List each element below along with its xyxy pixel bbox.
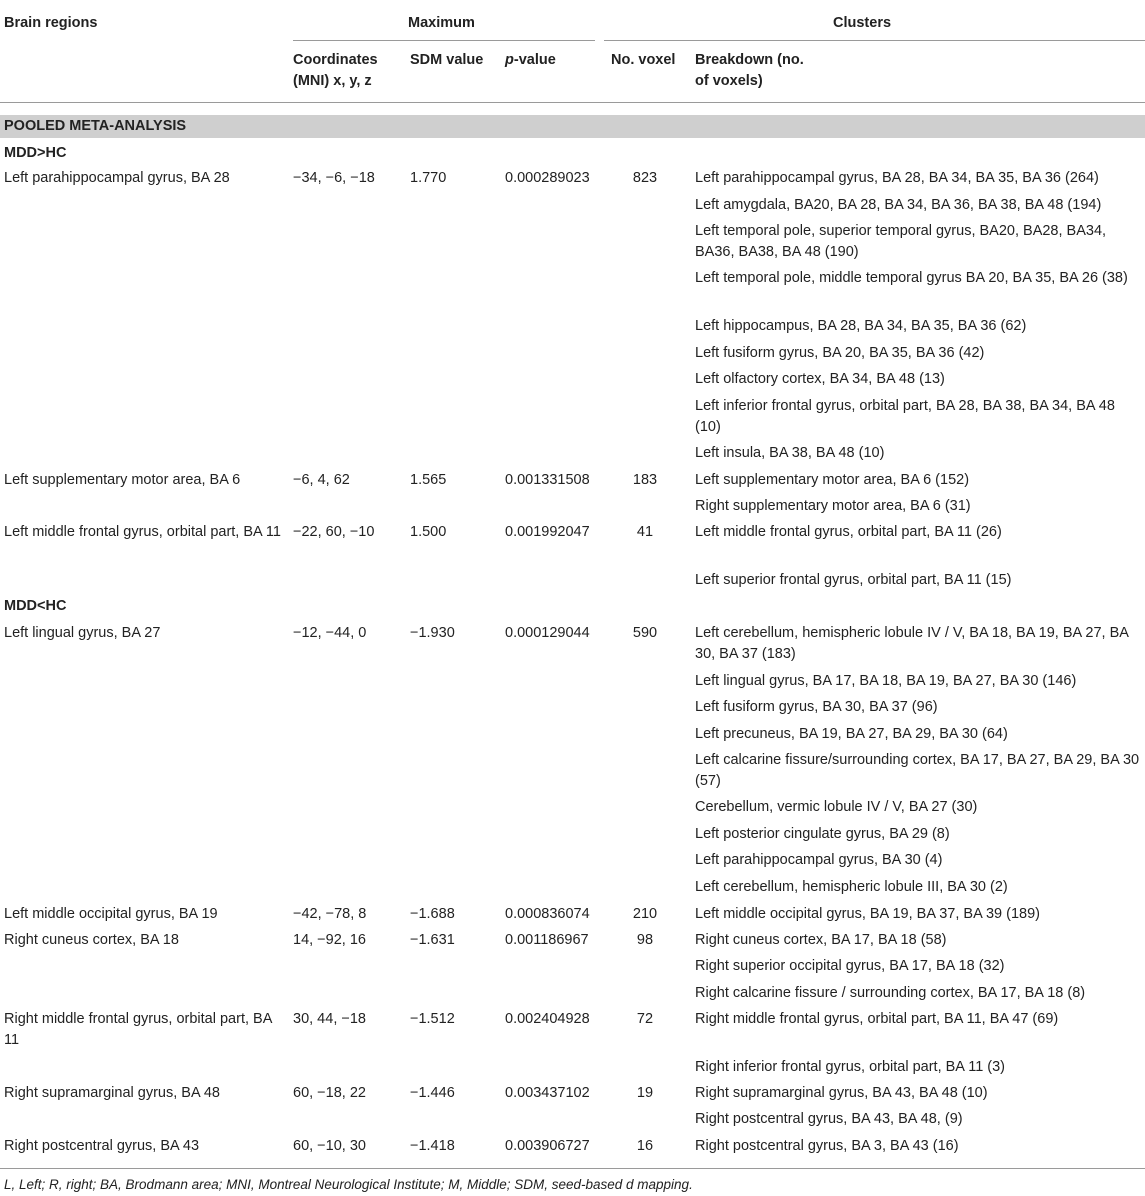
header-coordinates: Coordinates (MNI) x, y, z bbox=[293, 52, 378, 89]
cell-p-value: 0.003437102 bbox=[505, 1085, 590, 1101]
cell-sdm-value: −1.930 bbox=[410, 625, 455, 641]
cell-breakdown: Right inferior frontal gyrus, orbital part, BA 11 (3) bbox=[695, 1059, 1006, 1075]
cell-coordinates: 60, −10, 30 bbox=[293, 1138, 366, 1154]
cell-coordinates: −34, −6, −18 bbox=[293, 170, 375, 186]
section-bar bbox=[0, 115, 1145, 138]
cell-p-value: 0.001331508 bbox=[505, 472, 590, 488]
cell-breakdown: Right superior occipital gyrus, BA 17, BA 18 (32) bbox=[695, 958, 1005, 974]
cell-region: Left lingual gyrus, BA 27 bbox=[4, 625, 161, 641]
cell-breakdown: Left parahippocampal gyrus, BA 28, BA 34, BA 35, BA 36 (264) bbox=[695, 170, 1099, 186]
cell-sdm-value: −1.446 bbox=[410, 1085, 455, 1101]
cell-sdm-value: −1.512 bbox=[410, 1011, 455, 1027]
cell-breakdown: Right supramarginal gyrus, BA 43, BA 48 (10) bbox=[695, 1085, 988, 1101]
header-brain-regions: Brain regions bbox=[4, 15, 98, 31]
header-maximum: Maximum bbox=[408, 15, 475, 31]
cell-region: Left supplementary motor area, BA 6 bbox=[4, 472, 241, 488]
cell-breakdown: Left middle occipital gyrus, BA 19, BA 37, BA 39 (189) bbox=[695, 906, 1040, 922]
cell-breakdown: Right postcentral gyrus, BA 3, BA 43 (16) bbox=[695, 1138, 959, 1154]
cell-sdm-value: 1.565 bbox=[410, 472, 447, 488]
cell-breakdown: Left lingual gyrus, BA 17, BA 18, BA 19, BA 27, BA 30 (146) bbox=[695, 673, 1077, 689]
cell-breakdown: Cerebellum, vermic lobule IV / V, BA 27 (30) bbox=[695, 799, 978, 815]
cell-breakdown: Left calcarine fissure/surrounding cortex, BA 17, BA 27, BA 29, BA 30 (57) bbox=[695, 752, 1140, 789]
cell-breakdown: Left hippocampus, BA 28, BA 34, BA 35, BA 36 (62) bbox=[695, 318, 1027, 334]
cell-voxel-count: 72 bbox=[636, 1011, 654, 1027]
cell-breakdown: Right supplementary motor area, BA 6 (31) bbox=[695, 498, 971, 514]
cell-coordinates: −6, 4, 62 bbox=[293, 472, 350, 488]
cell-sdm-value: −1.418 bbox=[410, 1138, 455, 1154]
cell-breakdown: Left fusiform gyrus, BA 20, BA 35, BA 36 (42) bbox=[695, 345, 985, 361]
cell-region: Left parahippocampal gyrus, BA 28 bbox=[4, 170, 230, 186]
cell-breakdown: Right calcarine fissure / surrounding cortex, BA 17, BA 18 (8) bbox=[695, 985, 1086, 1001]
cell-breakdown: Left parahippocampal gyrus, BA 30 (4) bbox=[695, 852, 943, 868]
cell-p-value: 0.000289023 bbox=[505, 170, 590, 186]
cell-voxel-count: 98 bbox=[636, 932, 654, 948]
cell-coordinates: 60, −18, 22 bbox=[293, 1085, 366, 1101]
cell-p-value: 0.000836074 bbox=[505, 906, 590, 922]
cell-breakdown: Left fusiform gyrus, BA 30, BA 37 (96) bbox=[695, 699, 938, 715]
header-sdm-value: SDM value bbox=[410, 52, 484, 68]
cell-p-value: 0.001992047 bbox=[505, 524, 590, 540]
cell-region: Left middle occipital gyrus, BA 19 bbox=[4, 906, 218, 922]
cell-region: Right supramarginal gyrus, BA 48 bbox=[4, 1085, 220, 1101]
cell-region: Right postcentral gyrus, BA 43 bbox=[4, 1138, 200, 1154]
cell-region: Right middle frontal gyrus, orbital part, BA 11 bbox=[4, 1011, 272, 1048]
cell-breakdown: Left superior frontal gyrus, orbital part, BA 11 (15) bbox=[695, 572, 1012, 588]
header-breakdown: Breakdown (no. of voxels) bbox=[695, 52, 804, 89]
cell-breakdown: Right middle frontal gyrus, orbital part, BA 11, BA 47 (69) bbox=[695, 1011, 1059, 1027]
cell-breakdown: Right postcentral gyrus, BA 43, BA 48, (9) bbox=[695, 1111, 963, 1127]
cell-breakdown: Left middle frontal gyrus, orbital part, BA 11 (26) bbox=[695, 524, 1002, 540]
cell-coordinates: −12, −44, 0 bbox=[293, 625, 367, 641]
subgroup-mdd-lt-hc: MDD<HC bbox=[4, 598, 67, 614]
cell-voxel-count: 183 bbox=[632, 472, 658, 488]
header-p-value bbox=[505, 50, 601, 71]
table-bottom-rule bbox=[0, 1168, 1145, 1169]
cell-coordinates: 14, −92, 16 bbox=[293, 932, 366, 948]
cell-breakdown: Left precuneus, BA 19, BA 27, BA 29, BA 30 (64) bbox=[695, 726, 1008, 742]
cell-breakdown: Left amygdala, BA20, BA 28, BA 34, BA 36, BA 38, BA 48 (194) bbox=[695, 197, 1102, 213]
cell-breakdown: Left temporal pole, middle temporal gyrus BA 20, BA 35, BA 26 (38) bbox=[695, 270, 1128, 286]
maximum-underline bbox=[293, 40, 595, 41]
cell-p-value: 0.002404928 bbox=[505, 1011, 590, 1027]
cell-breakdown: Left temporal pole, superior temporal gyrus, BA20, BA28, BA34, BA36, BA38, BA 48 (190) bbox=[695, 223, 1107, 260]
cell-voxel-count: 16 bbox=[636, 1138, 654, 1154]
cell-breakdown: Left insula, BA 38, BA 48 (10) bbox=[695, 445, 885, 461]
cell-sdm-value: −1.688 bbox=[410, 906, 455, 922]
cell-breakdown: Left cerebellum, hemispheric lobule III, BA 30 (2) bbox=[695, 879, 1008, 895]
cell-sdm-value: 1.500 bbox=[410, 524, 447, 540]
cell-coordinates: −42, −78, 8 bbox=[293, 906, 367, 922]
cell-voxel-count: 590 bbox=[632, 625, 658, 641]
cell-voxel-count: 41 bbox=[636, 524, 654, 540]
cell-p-value: 0.001186967 bbox=[505, 932, 589, 948]
cell-coordinates: 30, 44, −18 bbox=[293, 1011, 366, 1027]
cell-breakdown: Left posterior cingulate gyrus, BA 29 (8) bbox=[695, 826, 950, 842]
cell-voxel-count: 19 bbox=[636, 1085, 654, 1101]
table-footnote: L, Left; R, right; BA, Brodmann area; MNI, Montreal Neurological Institute; M, Middle; SDM, seed-based d mapping. bbox=[4, 1177, 693, 1192]
cell-voxel-count: 210 bbox=[632, 906, 658, 922]
cell-p-value: 0.003906727 bbox=[505, 1138, 590, 1154]
cell-sdm-value: 1.770 bbox=[410, 170, 447, 186]
clusters-underline bbox=[604, 40, 1145, 41]
header-bottom-rule bbox=[0, 102, 1145, 103]
header-p-rest: -value bbox=[513, 52, 556, 68]
cell-breakdown: Left cerebellum, hemispheric lobule IV / V, BA 18, BA 19, BA 27, BA 30, BA 37 (183) bbox=[695, 625, 1129, 662]
cell-region: Left middle frontal gyrus, orbital part, BA 11 bbox=[4, 524, 281, 540]
header-clusters: Clusters bbox=[833, 15, 892, 31]
cell-region: Right cuneus cortex, BA 18 bbox=[4, 932, 179, 948]
cell-coordinates: −22, 60, −10 bbox=[293, 524, 375, 540]
cell-breakdown: Left supplementary motor area, BA 6 (152) bbox=[695, 472, 970, 488]
cell-p-value: 0.000129044 bbox=[505, 625, 590, 641]
header-p-italic: p bbox=[505, 52, 514, 68]
cell-breakdown: Left inferior frontal gyrus, orbital part, BA 28, BA 38, BA 34, BA 48 (10) bbox=[695, 398, 1115, 435]
cell-sdm-value: −1.631 bbox=[410, 932, 455, 948]
subgroup-mdd-gt-hc: MDD>HC bbox=[4, 145, 67, 161]
cell-breakdown: Left olfactory cortex, BA 34, BA 48 (13) bbox=[695, 371, 945, 387]
section-title: POOLED META-ANALYSIS bbox=[4, 118, 187, 134]
cell-voxel-count: 823 bbox=[632, 170, 658, 186]
header-no-voxel: No. voxel bbox=[611, 52, 676, 68]
cell-breakdown: Right cuneus cortex, BA 17, BA 18 (58) bbox=[695, 932, 947, 948]
